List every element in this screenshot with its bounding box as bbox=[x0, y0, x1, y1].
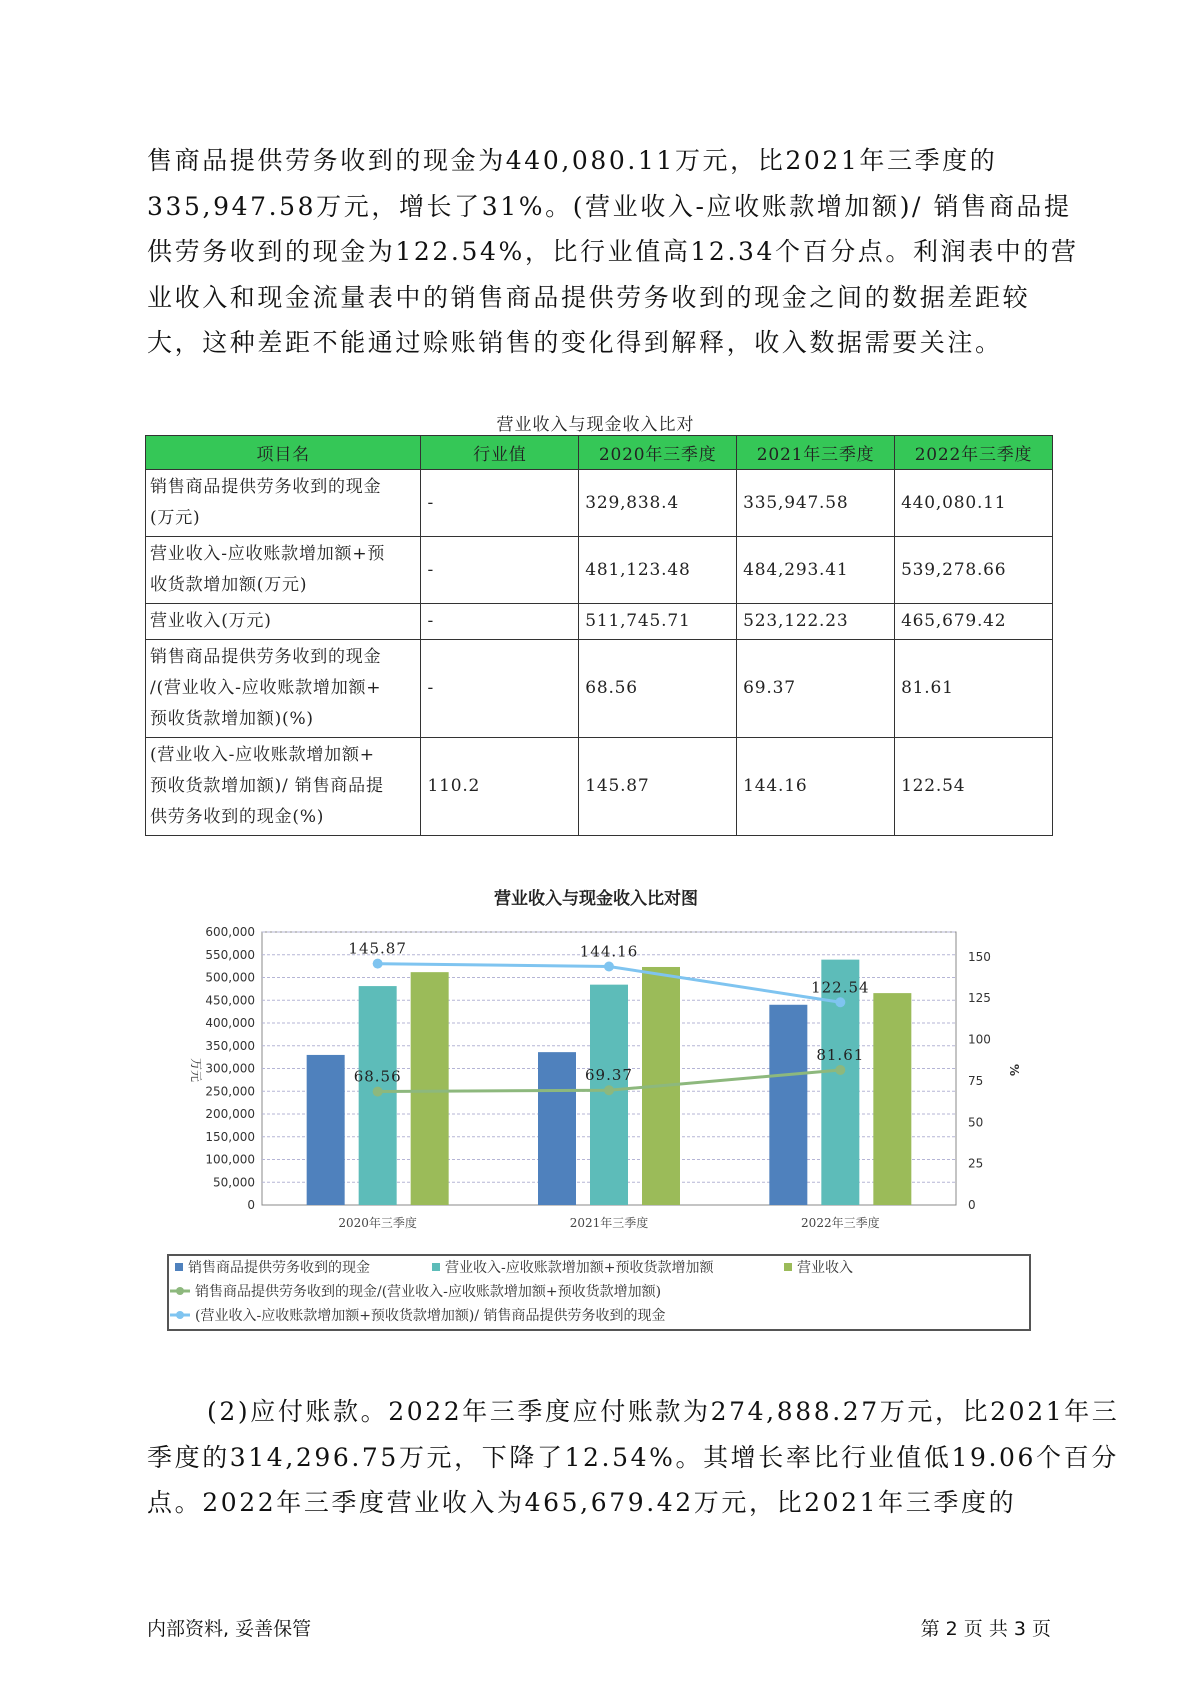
table-cell: - bbox=[421, 537, 579, 604]
legend-label: 营业收入-应收账款增加额+预收货款增加额 bbox=[445, 1260, 714, 1276]
table-cell: - bbox=[421, 640, 579, 738]
data-label: 69.37 bbox=[585, 1066, 633, 1085]
y-tick-label: 300,000 bbox=[205, 1061, 255, 1076]
bar bbox=[821, 960, 859, 1205]
legend-swatch bbox=[784, 1263, 792, 1271]
bar bbox=[769, 1005, 807, 1205]
line-point bbox=[604, 1085, 614, 1095]
row-label-line: 供劳务收到的现金(%) bbox=[150, 807, 325, 827]
header-item-name: 项目名 bbox=[146, 436, 421, 470]
bar bbox=[873, 993, 911, 1205]
text-line: 大，这种差距不能通过赊账销售的变化得到解释，收入数据需要关注。 bbox=[147, 328, 1003, 357]
table-cell: 122.54 bbox=[895, 738, 1053, 836]
y-tick-label: 550,000 bbox=[205, 947, 255, 962]
bar bbox=[538, 1052, 576, 1205]
header-2021q3: 2021年三季度 bbox=[737, 436, 895, 470]
table-cell: 68.56 bbox=[579, 640, 737, 738]
y-axis-label: 万元 bbox=[189, 1057, 203, 1083]
table-cell: - bbox=[421, 470, 579, 537]
table-cell: 144.16 bbox=[737, 738, 895, 836]
y2-tick-label: 75 bbox=[968, 1073, 984, 1088]
chart-title: 营业收入与现金收入比对图 bbox=[494, 889, 698, 909]
y-tick-label: 250,000 bbox=[205, 1084, 255, 1099]
legend-marker bbox=[176, 1311, 184, 1319]
data-label: 122.54 bbox=[811, 978, 870, 997]
y2-axis-label: % bbox=[1007, 1063, 1021, 1077]
text-line: 业收入和现金流量表中的销售商品提供劳务收到的现金之间的数据差距较 bbox=[147, 282, 1031, 312]
table-cell: 539,278.66 bbox=[895, 537, 1053, 604]
legend-swatch bbox=[175, 1263, 183, 1271]
table-cell: 335,947.58 bbox=[737, 470, 895, 537]
text-line: 供劳务收到的现金为122.54%，比行业值高12.34个百分点。利润表中的营 bbox=[147, 237, 1079, 266]
table-caption: 营业收入与现金收入比对 bbox=[496, 415, 695, 435]
row-label-line: 预收货款增加额)/ 销售商品提 bbox=[150, 776, 384, 796]
data-label: 81.61 bbox=[816, 1045, 865, 1064]
row-label-line: (营业收入-应收账款增加额+ bbox=[150, 745, 375, 765]
text-line: 335,947.58万元，增长了31%。(营业收入-应收账款增加额)/ 销售商品提 bbox=[147, 191, 1072, 221]
line-point bbox=[373, 959, 383, 969]
text-line: (2)应付账款。2022年三季度应付账款为274,888.27万元，比2021年三 bbox=[207, 1397, 1120, 1426]
table-cell: 81.61 bbox=[895, 640, 1053, 738]
table-cell: 523,122.23 bbox=[737, 604, 895, 640]
y-tick-label: 600,000 bbox=[205, 925, 255, 939]
y-tick-label: 450,000 bbox=[205, 993, 255, 1008]
row-label-line: 收货款增加额(万元) bbox=[150, 575, 308, 595]
text-line: 点。2022年三季度营业收入为465,679.42万元，比2021年三季度的 bbox=[147, 1488, 1017, 1517]
data-label: 145.87 bbox=[348, 939, 407, 958]
line-point bbox=[835, 1065, 845, 1075]
header-2020q3: 2020年三季度 bbox=[579, 436, 737, 470]
text-line: 季度的314,296.75万元，下降了12.54%。其增长率比行业值低19.06个百分 bbox=[147, 1442, 1119, 1472]
line-point bbox=[835, 997, 845, 1007]
x-tick-label: 2021年三季度 bbox=[569, 1216, 649, 1230]
table-cell: 481,123.48 bbox=[579, 537, 737, 604]
table-cell: 440,080.11 bbox=[895, 470, 1053, 537]
y-tick-label: 350,000 bbox=[205, 1038, 255, 1053]
footer-page-number: 第 2 页 共 3 页 bbox=[920, 1618, 1051, 1640]
x-tick-label: 2022年三季度 bbox=[801, 1216, 880, 1230]
table-cell: 110.2 bbox=[421, 738, 579, 836]
text-line: 售商品提供劳务收到的现金为440,080.11万元，比2021年三季度的 bbox=[147, 146, 998, 175]
row-label-line: 销售商品提供劳务收到的现金 bbox=[150, 477, 382, 497]
y2-tick-label: 150 bbox=[968, 949, 991, 964]
y-tick-label: 500,000 bbox=[205, 970, 255, 985]
legend-label: 营业收入 bbox=[797, 1260, 853, 1276]
table-cell: - bbox=[421, 604, 579, 640]
table-cell: 484,293.41 bbox=[737, 537, 895, 604]
row-label-line: 营业收入-应收账款增加额+预 bbox=[150, 544, 386, 564]
legend-label: (营业收入-应收账款增加额+预收货款增加额)/ 销售商品提供劳务收到的现金 bbox=[195, 1308, 666, 1324]
header-2022q3: 2022年三季度 bbox=[895, 436, 1053, 470]
table-cell: 329,838.4 bbox=[579, 470, 737, 537]
y-tick-label: 200,000 bbox=[205, 1107, 255, 1121]
data-label: 68.56 bbox=[353, 1067, 402, 1086]
y-tick-label: 100,000 bbox=[205, 1152, 255, 1167]
legend-label: 销售商品提供劳务收到的现金 bbox=[188, 1260, 370, 1276]
y2-tick-label: 50 bbox=[968, 1115, 984, 1130]
row-label-line: (万元) bbox=[150, 508, 201, 528]
y2-tick-label: 100 bbox=[968, 1032, 991, 1047]
table-cell: 465,679.42 bbox=[895, 604, 1053, 640]
row-label-line: 营业收入(万元) bbox=[150, 611, 272, 631]
table-cell: 69.37 bbox=[737, 640, 895, 738]
header-industry: 行业值 bbox=[421, 436, 579, 470]
y-tick-label: 150,000 bbox=[205, 1129, 255, 1144]
bar bbox=[307, 1055, 345, 1205]
line-point bbox=[604, 961, 614, 971]
legend-swatch bbox=[432, 1263, 440, 1271]
y-tick-label: 0 bbox=[247, 1198, 255, 1212]
table-cell: 511,745.71 bbox=[579, 604, 737, 640]
bar bbox=[411, 972, 449, 1205]
paragraph-2 bbox=[147, 1389, 1120, 1526]
legend-marker bbox=[176, 1287, 184, 1295]
x-tick-label: 2020年三季度 bbox=[338, 1216, 417, 1230]
data-label: 144.16 bbox=[579, 942, 639, 961]
line-point bbox=[373, 1087, 383, 1097]
legend-label: 销售商品提供劳务收到的现金/(营业收入-应收账款增加额+预收货款增加额) bbox=[195, 1284, 662, 1300]
row-label-line: /(营业收入-应收账款增加额+ bbox=[150, 678, 382, 698]
y2-tick-label: 25 bbox=[968, 1156, 984, 1171]
table-cell: 145.87 bbox=[579, 738, 737, 836]
row-label-line: 销售商品提供劳务收到的现金 bbox=[150, 647, 382, 667]
y-tick-label: 50,000 bbox=[213, 1175, 255, 1190]
footer-left: 内部资料, 妥善保管 bbox=[147, 1618, 312, 1640]
row-label-line: 预收货款增加额)(%) bbox=[150, 709, 314, 729]
y2-tick-label: 0 bbox=[968, 1198, 976, 1212]
y-tick-label: 400,000 bbox=[205, 1016, 255, 1030]
y2-tick-label: 125 bbox=[968, 991, 991, 1006]
